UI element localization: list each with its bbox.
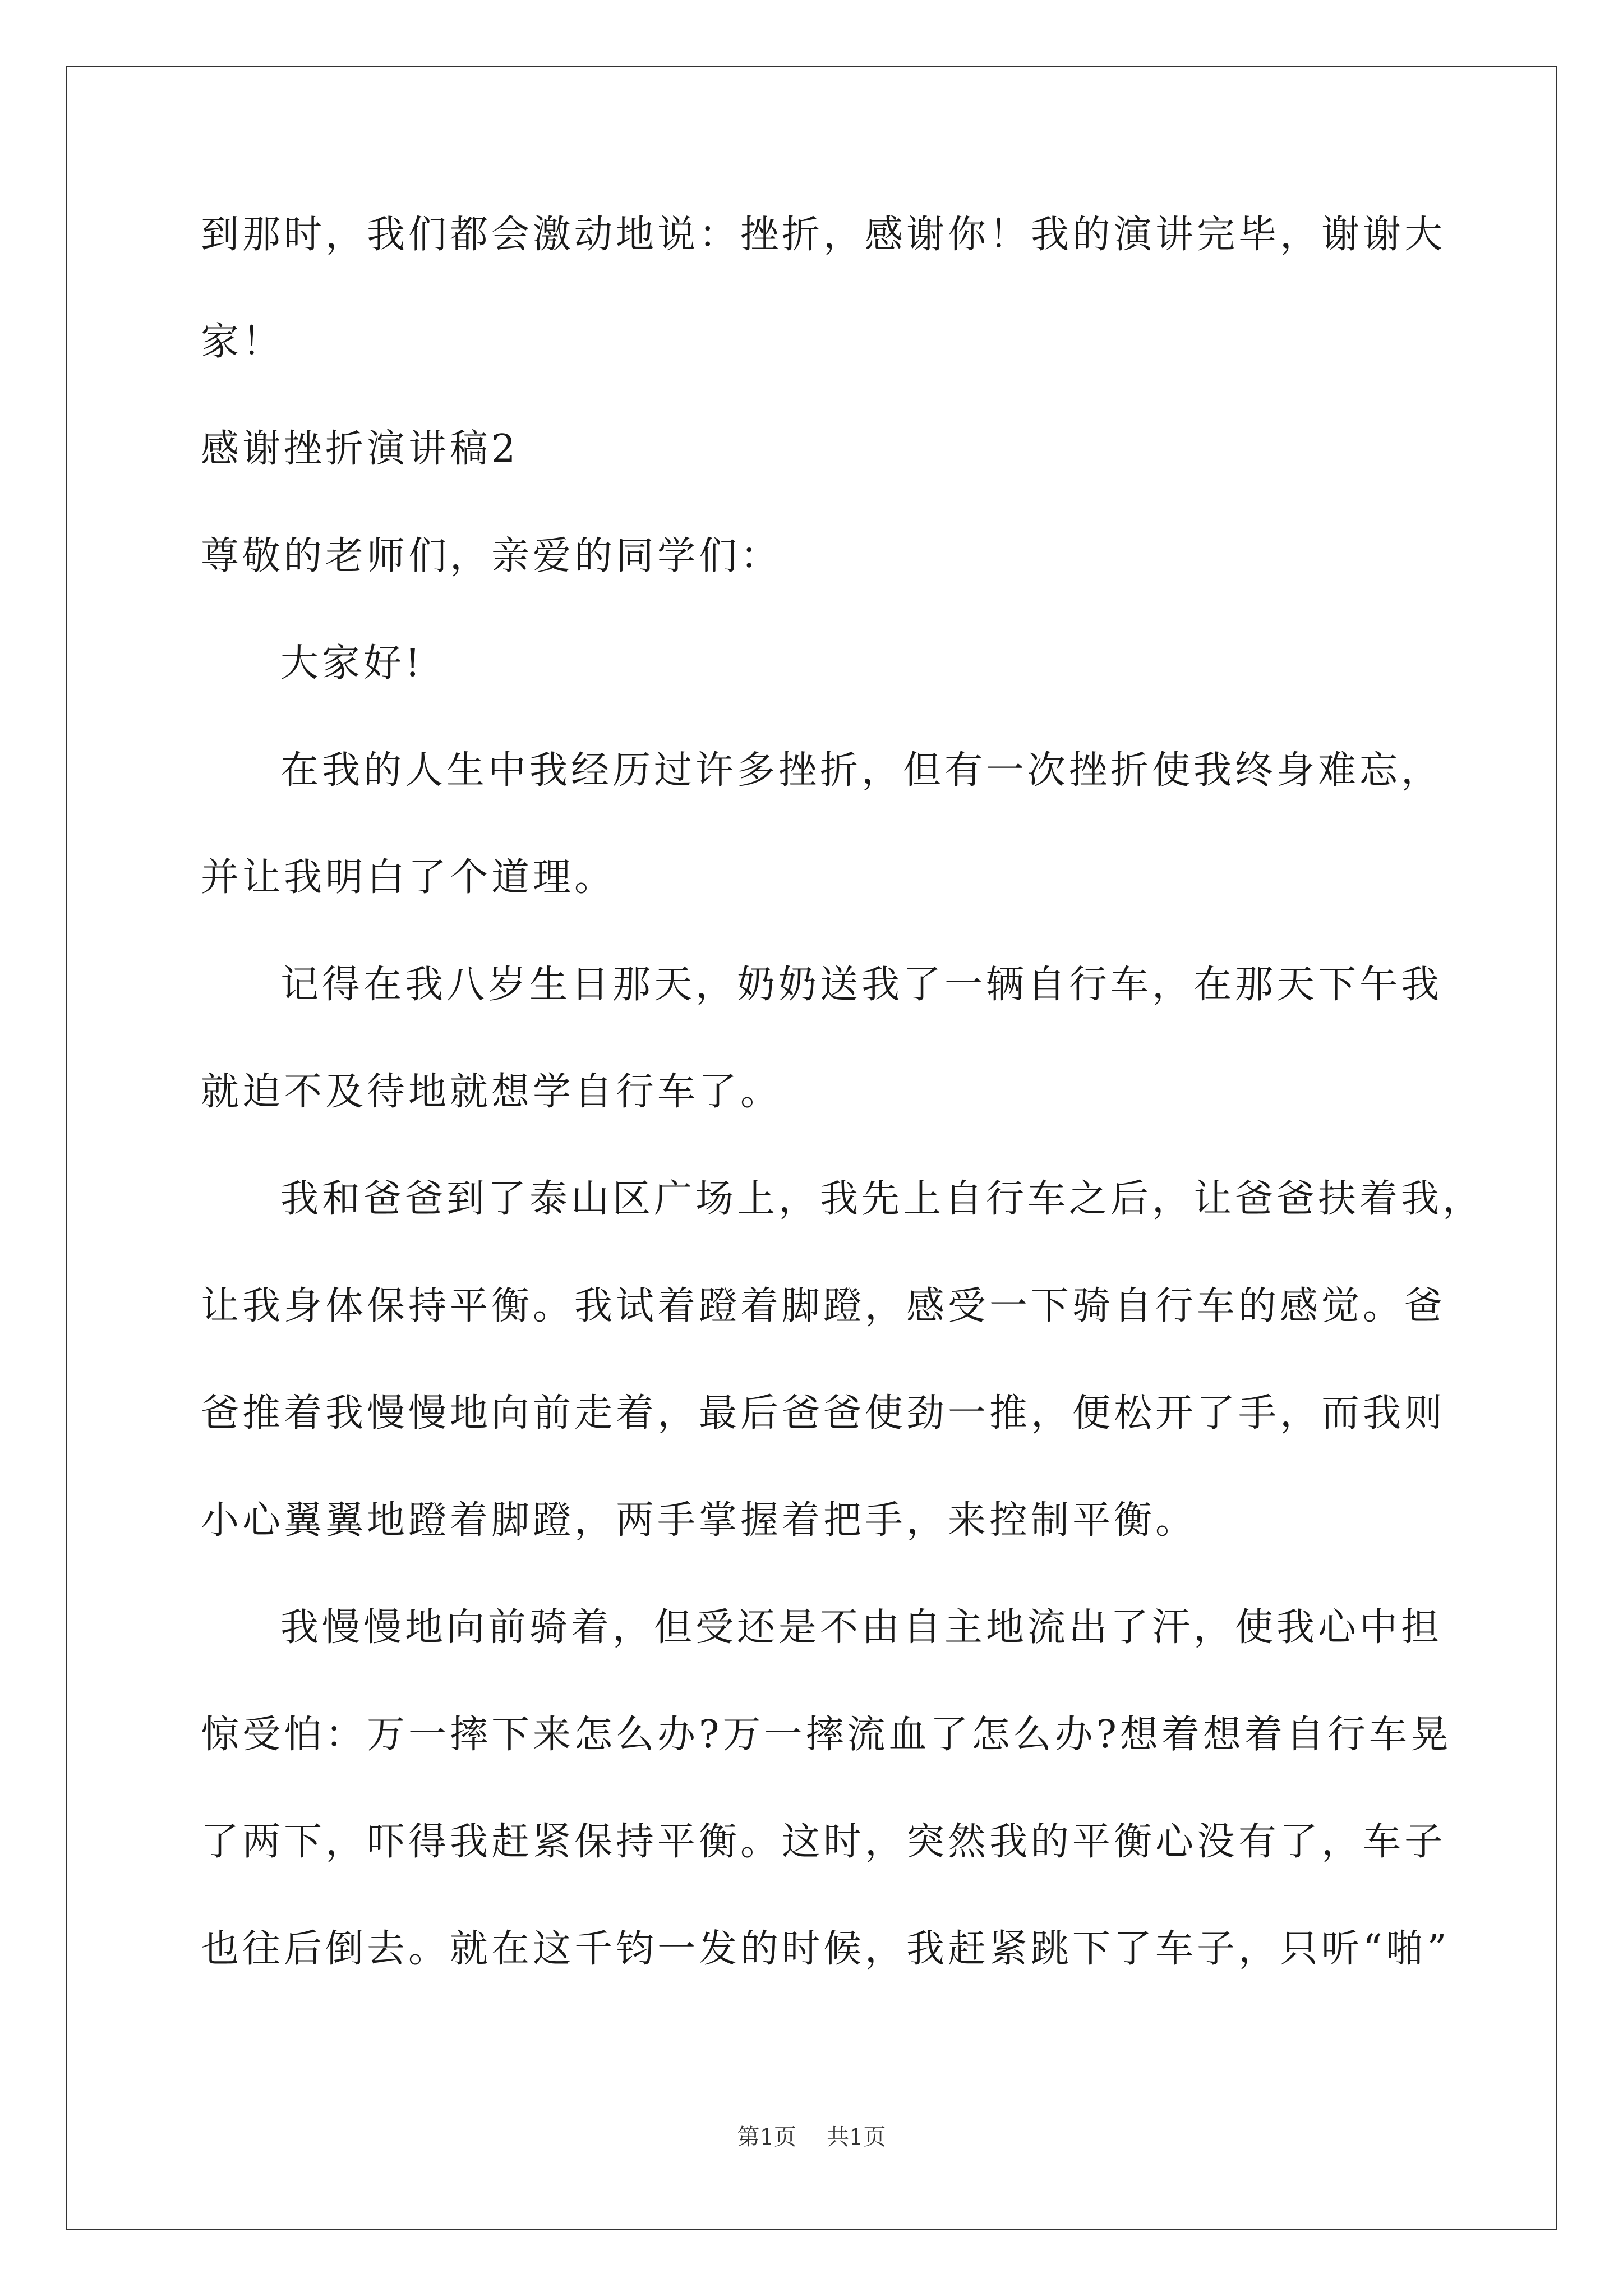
text-line-16: 了两下，吓得我赶紧保持平衡。这时，突然我的平衡心没有了，车子 (201, 1820, 1446, 1864)
text-line-17: 也往后倒去。就在这千钧一发的时候，我赶紧跳下了车子，只听“啪” (201, 1927, 1450, 1971)
page-number: 第1页 (737, 2124, 796, 2150)
text-line-14: 我慢慢地向前骑着，但受还是不由自主地流出了汗，使我心中担 (280, 1605, 1443, 1650)
page-footer (0, 2126, 1623, 2148)
text-line-1: 到那时，我们都会激动地说：挫折，感谢你！我的演讲完毕，谢谢大 (201, 213, 1446, 257)
text-line-7: 并让我明白了个道理。 (201, 855, 616, 900)
text-line-9: 就迫不及待地就想学自行车了。 (201, 1070, 782, 1114)
greeting: 大家好! (280, 641, 424, 685)
text-line-13: 小心翼翼地蹬着脚蹬，两手掌握着把手，来控制平衡。 (201, 1498, 1197, 1543)
section-title: 感谢挫折演讲稿2 (201, 427, 519, 471)
text-line-11: 让我身体保持平衡。我试着蹬着脚蹬，感受一下骑自行车的感觉。爸 (201, 1284, 1446, 1328)
text-line-15: 惊受怕：万一摔下来怎么办?万一摔流血了怎么办?想着想着自行车晃 (201, 1713, 1452, 1757)
salutation: 尊敬的老师们，亲爱的同学们： (201, 534, 782, 578)
text-line-8: 记得在我八岁生日那天，奶奶送我了一辆自行车，在那天下午我 (280, 963, 1443, 1007)
text-line-10: 我和爸爸到了泰山区广场上，我先上自行车之后，让爸爸扶着我， (280, 1177, 1484, 1221)
page-total: 共1页 (827, 2124, 886, 2150)
text-line-12: 爸推着我慢慢地向前走着，最后爸爸使劲一推，便松开了手，而我则 (201, 1391, 1446, 1435)
document-body (201, 213, 1484, 2037)
text-line-6: 在我的人生中我经历过许多挫折，但有一次挫折使我终身难忘， (280, 748, 1443, 793)
text-line-2: 家！ (201, 320, 284, 364)
